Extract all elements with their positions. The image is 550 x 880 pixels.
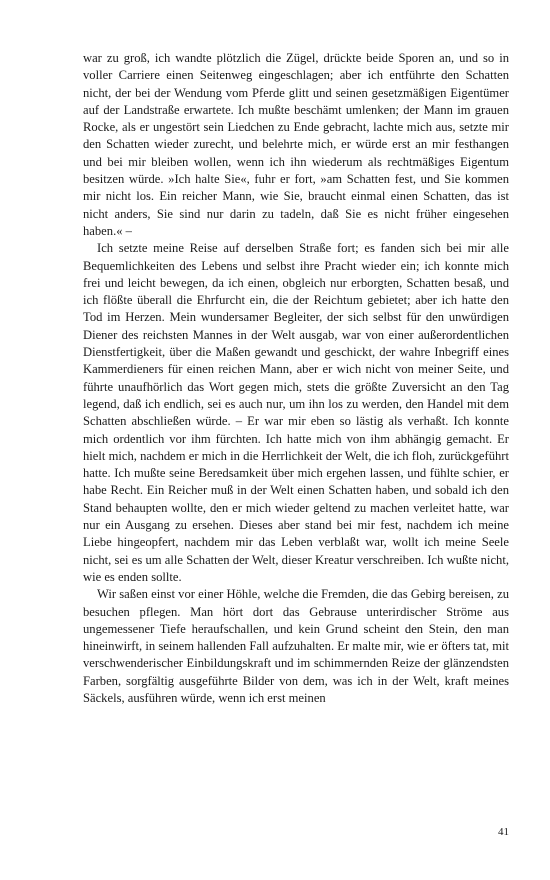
page-number: 41 <box>498 826 509 838</box>
book-page-body <box>83 50 509 707</box>
paragraph-2: Ich setzte meine Reise auf derselben Straße fort; es fanden sich bei mir alle Bequemlichkeiten des Lebens und selbst ihre Pracht wieder ein; ich konnte mich frei und leicht bewegen, da ich einen, obgleich nur erborgten, Schatten besaß, und ich flößte überall die Ehrfurcht ein, die der Reichtum gebietet; aber ich hatte den Tod im Herzen. Mein wundersamer Begleiter, der sich selbst für den unwürdigen Diener des reichsten Mannes in der Welt ausgab, war von einer außerordentlichen Dienstfertigkeit, über die Maßen gewandt und geschickt, der wahre Inbegriff eines Kammerdieners für einen reichen Mann, aber er wich nicht von meiner Seite, und führte unaufhörlich das Wort gegen mich, stets die größte Zuversicht an den Tag legend, daß ich endlich, sei es auch nur, um ihn los zu werden, den Handel mit dem Schatten abschließen würde. – Er war mir eben so lästig als verhaßt. Ich konnte mich ordentlich vor ihm fürchten. Ich hatte mich von ihm abhängig gemacht. Er hielt mich, nachdem er mich in die Herrlichkeit der Welt, die ich floh, zurückgeführt hatte. Ich mußte seine Beredsamkeit über mich ergehen lassen, und fühlte schier, er habe Recht. Ein Reicher muß in der Welt einen Schatten haben, und sobald ich den Stand behaupten wollte, den er mich wieder geltend zu machen verleitet hatte, war nur ein Ausgang zu ersehen. Dieses aber stand bei mir fest, nachdem ich meine Liebe hingeopfert, nachdem mir das Leben verblaßt war, wollt ich meine Seele nicht, sei es um alle Schatten der Welt, dieser Kreatur verschreiben. Ich wußte nicht, wie es enden sollte. <box>83 241 509 584</box>
paragraph-3: Wir saßen einst vor einer Höhle, welche die Fremden, die das Gebirg bereisen, zu besuchen pflegen. Man hört dort das Gebrause unterirdischer Ströme aus ungemessener Tiefe heraufschallen, und kein Grund scheint den Stein, den man hineinwirft, in seinem hallenden Fall aufzuhalten. Er malte mir, wie er öfters tat, mit verschwenderischer Einbildungskraft und im schimmernden Reize der glänzendsten Farben, sorgfältig ausgeführte Bilder von dem, was ich in der Welt, kraft meines Säckels, ausführen würde, wenn ich erst meinen <box>83 587 509 705</box>
paragraph-1: war zu groß, ich wandte plötzlich die Zügel, drückte beide Sporen an, und so in voller Carriere einen Seitenweg eingeschlagen; aber ich entführte den Schatten nicht, der bei der Wendung vom Pferde glitt und seinen gesetzmäßigen Eigentümer auf der Landstraße erwartete. Ich mußte beschämt umlenken; der Mann im grauen Rocke, als er ungestört sein Liedchen zu Ende gebracht, lachte mich aus, setzte mir den Schatten wieder zurecht, und belehrte mich, er würde erst an mir festhangen und bei mir bleiben wollen, wenn ich ihn wiederum als rechtmäßiges Eigentum besitzen würde. »Ich halte Sie«, fuhr er fort, »am Schatten fest, und Sie kommen mir nicht los. Ein reicher Mann, wie Sie, braucht einmal einen Schatten, das ist nicht anders, Sie sind nur darin zu tadeln, daß Sie es nicht früher eingesehen haben.« – <box>83 51 509 238</box>
